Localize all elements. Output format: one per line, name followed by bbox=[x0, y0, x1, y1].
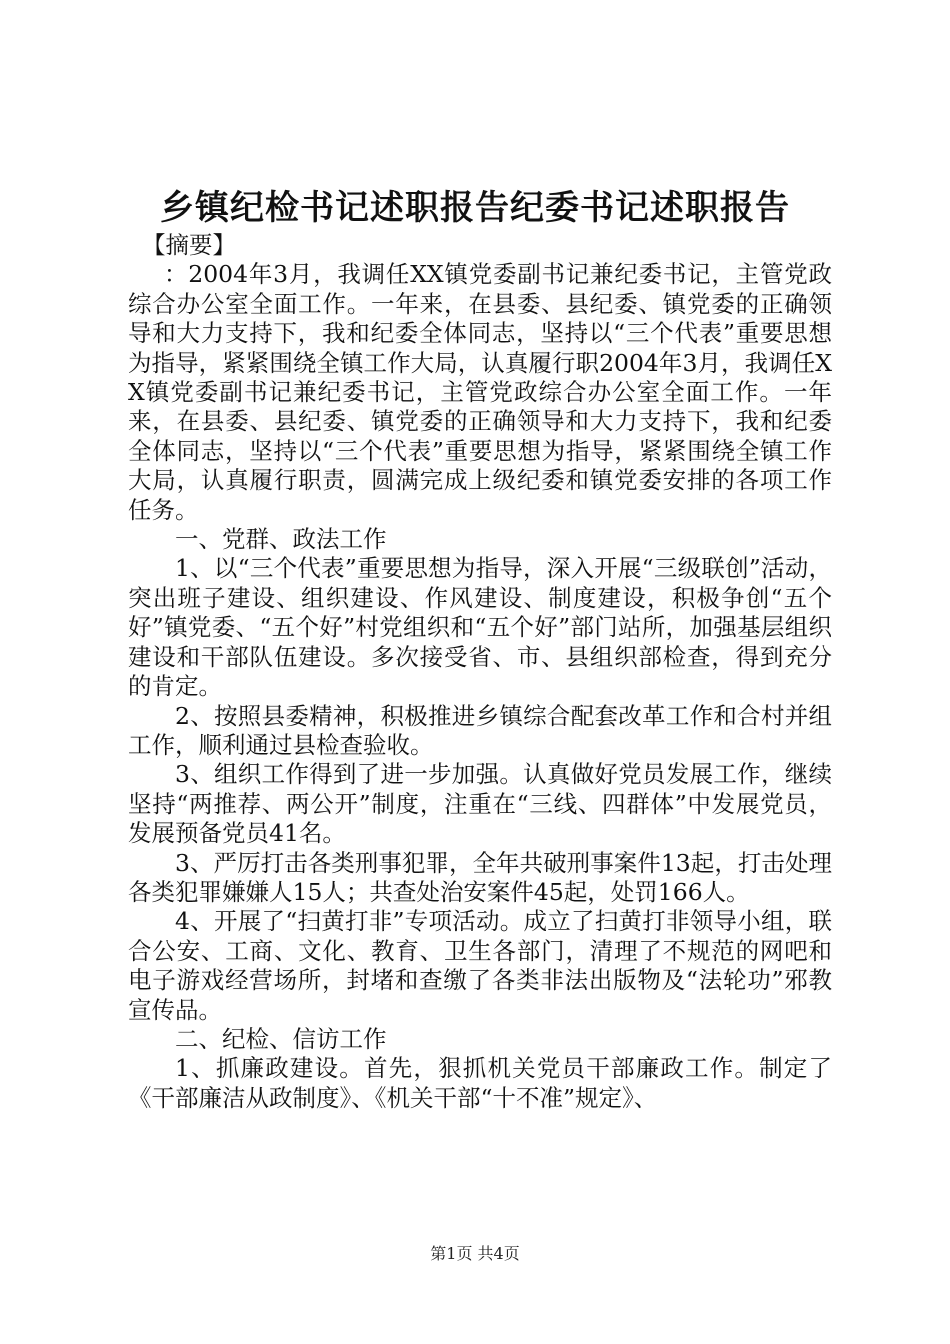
document-body bbox=[128, 231, 832, 1113]
body-paragraph: 2、按照县委精神，积极推进乡镇综合配套改革工作和合村并组工作，顺利通过县检查验收。 bbox=[128, 701, 832, 759]
section-heading-1: 一、党群、政法工作 bbox=[175, 525, 387, 554]
section-heading-2: 二、纪检、信访工作 bbox=[175, 1024, 387, 1053]
body-paragraph: 1、抓廉政建设。首先，狠抓机关党员干部廉政工作。制定了《干部廉洁从政制度》、《机关干部“十不准”规定》、 bbox=[128, 1054, 832, 1112]
abstract-heading: 【摘要】 bbox=[142, 231, 236, 259]
body-paragraph: 3、组织工作得到了进一步加强。认真做好党员发展工作，继续坚持“两推荐、两公开”制度，注重在“三线、四群体”中发展党员，发展预备党员41名。 bbox=[128, 760, 832, 848]
body-paragraph: 1、以“三个代表”重要思想为指导，深入开展“三级联创”活动，突出班子建设、组织建设、作风建设、制度建设，积极争创“五个好”镇党委、“五个好”村党组织和“五个好”部门站所，加强基层组织建设和干部队伍建设。多次接受省、市、县组织部检查，得到充分的肯定。 bbox=[128, 554, 832, 701]
abstract-paragraph: ：2004年3月，我调任XX镇党委副书记兼纪委书记，主管党政综合办公室全面工作。一年来，在县委、县纪委、镇党委的正确领导和大力支持下，我和纪委全体同志，坚持以“三个代表”重要思想为指导，紧紧围绕全镇工作大局，认真履行职2004年3月，我调任XX镇党委副书记兼纪委书记，主管党政综合办公室全面工作。一年来，在县委、县纪委、镇党委的正确领导和大力支持下，我和纪委全体同志，坚持以“三个代表”重要思想为指导，紧紧围绕全镇工作大局，认真履行职责，圆满完成上级纪委和镇党委安排的各项工作任务。 bbox=[128, 260, 832, 524]
page-number-footer: 第1页 共4页 bbox=[430, 1244, 520, 1263]
document-title: 乡镇纪检书记述职报告纪委书记述职报告 bbox=[160, 188, 790, 228]
body-paragraph: 4、开展了“扫黄打非”专项活动。成立了扫黄打非领导小组，联合公安、工商、文化、教育、卫生各部门，清理了不规范的网吧和电子游戏经营场所，封堵和查缴了各类非法出版物及“法轮功”邪教宣传品。 bbox=[128, 907, 832, 1024]
body-paragraph: 3、严厉打击各类刑事犯罪，全年共破刑事案件13起，打击处理各类犯罪嫌嫌人15人；共查处治安案件45起，处罚166人。 bbox=[128, 848, 832, 906]
